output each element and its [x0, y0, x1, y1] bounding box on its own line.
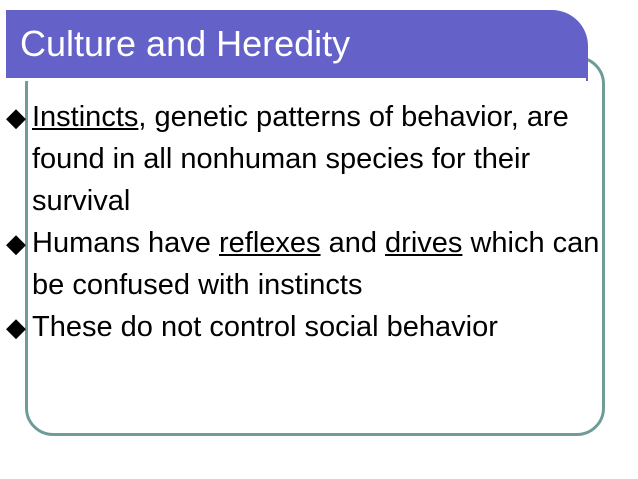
bullet-text: , genetic patterns of behavior, are found in all nonhuman species for their survival [32, 101, 569, 217]
diamond-bullet-icon: ◆ [6, 102, 26, 132]
bullet-text: and [320, 227, 386, 259]
bullet-item [6, 222, 606, 306]
bullet-text: Humans have [32, 227, 219, 259]
diamond-bullet-icon: ◆ [6, 228, 26, 258]
bullet-item [6, 306, 606, 348]
bullet-list [6, 96, 606, 348]
diamond-bullet-icon: ◆ [6, 312, 26, 342]
bullet-text-underlined: reflexes [219, 227, 321, 259]
title-underline [6, 78, 586, 81]
bullet-text-underlined: drives [385, 227, 463, 259]
bullet-text-underlined: Instincts [32, 101, 139, 133]
bullet-text: These do not control social behavior [32, 311, 498, 343]
slide-title: Culture and Heredity [20, 23, 351, 64]
bullet-text: which can be confused with instincts [32, 227, 600, 301]
bullet-item [6, 96, 606, 222]
